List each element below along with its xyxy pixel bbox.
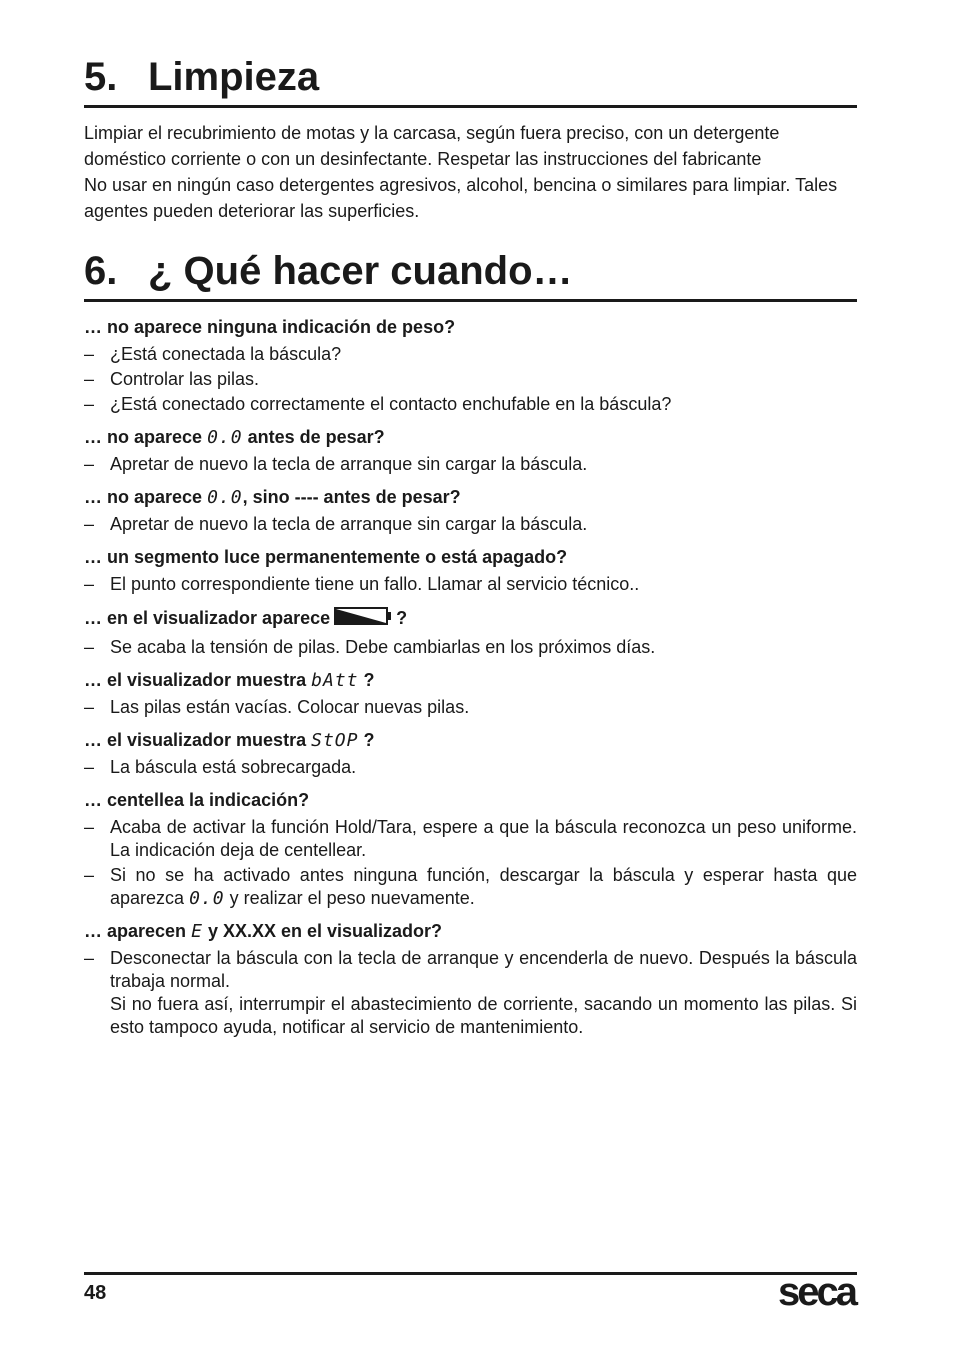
section-number: 6. xyxy=(84,249,118,293)
question xyxy=(84,920,857,943)
low-battery-icon xyxy=(334,606,392,632)
dash-bullet: – xyxy=(84,757,95,777)
answer-text: Controlar las pilas. xyxy=(110,369,260,389)
answer-text-part: y realizar el peso nuevamente. xyxy=(229,888,475,908)
answer-text: La báscula está sobrecargada. xyxy=(110,757,357,777)
answer-text: El punto correspondiente tiene un fallo. Llamar al servicio técnico.. xyxy=(110,574,640,594)
answer-item xyxy=(84,513,857,536)
dash-bullet: – xyxy=(84,865,95,885)
dash-bullet: – xyxy=(84,574,95,594)
question-text: … no aparece xyxy=(84,427,203,447)
answer-text-part: Si no fuera así, interrumpir el abastecimiento de corriente, sacando un momento las pilas. Si esto tampoco ayuda, notificar al servicio de mantenimiento. xyxy=(110,994,857,1037)
cleaning-paragraph: No usar en ningún caso detergentes agresivos, alcohol, bencina o similares para limpiar. Tales agentes pueden deteriorar las superficies. xyxy=(84,175,838,221)
answer-item xyxy=(84,696,857,719)
question: … un segmento luce permanentemente o está apagado? xyxy=(84,547,568,567)
brand-logo: seca xyxy=(778,1270,855,1314)
section-title: Limpieza xyxy=(148,55,320,99)
question xyxy=(84,606,857,632)
answer-text-part: Desconectar la báscula con la tecla de arranque y encenderla de nuevo. Después la báscula trabaja normal. xyxy=(110,948,857,991)
dash-bullet: – xyxy=(84,369,95,389)
answer-item xyxy=(84,947,857,1039)
dash-bullet: – xyxy=(84,394,95,414)
display-readout: 0.0 xyxy=(207,427,243,448)
section-5-body xyxy=(84,120,857,224)
answer-text: ¿Está conectada la báscula? xyxy=(110,344,342,364)
answer-item xyxy=(84,636,857,659)
answer-text: Las pilas están vacías. Colocar nuevas pilas. xyxy=(110,697,470,717)
question-text: ? xyxy=(363,670,375,690)
page-number: 48 xyxy=(84,1282,107,1304)
question: … no aparece ninguna indicación de peso? xyxy=(84,317,456,337)
question-text: … el visualizador muestra xyxy=(84,670,307,690)
answer-text: Se acaba la tensión de pilas. Debe cambiarlas en los próximos días. xyxy=(110,637,656,657)
answer-item xyxy=(84,343,857,366)
footer-rule xyxy=(84,1272,857,1275)
question xyxy=(84,669,857,692)
cleaning-paragraph: Limpiar el recubrimiento de motas y la carcasa, según fuera preciso, con un detergente doméstico corriente o con un desinfectante. Respetar las instrucciones del fabricante xyxy=(84,123,780,169)
dash-bullet: – xyxy=(84,344,95,364)
dash-bullet: – xyxy=(84,697,95,717)
section-title: ¿ Qué hacer cuando… xyxy=(148,249,573,293)
answer-item xyxy=(84,453,857,476)
question-text: … aparecen xyxy=(84,921,187,941)
section-6-heading xyxy=(84,249,857,302)
question xyxy=(84,426,857,449)
dash-bullet: – xyxy=(84,948,95,968)
dash-bullet: – xyxy=(84,454,95,474)
question-text: y XX.XX en el visualizador? xyxy=(207,921,443,941)
display-readout: StOP xyxy=(311,730,359,751)
question-text: … el visualizador muestra xyxy=(84,730,307,750)
question xyxy=(84,729,857,752)
answer-text: Acaba de activar la función Hold/Tara, espere a que la báscula reconozca un peso uniforme. La indicación deja de centellear. xyxy=(110,817,857,860)
question-text: ? xyxy=(363,730,375,750)
display-readout: 0.0 xyxy=(207,487,243,508)
question-text: … en el visualizador aparece xyxy=(84,607,331,628)
display-readout: 0.0 xyxy=(189,888,225,909)
answer-item xyxy=(84,816,857,862)
answer-text-part: Si no se ha activado antes ninguna función, descargar la báscula y esperar hasta que aparezca xyxy=(110,865,857,908)
section-number: 5. xyxy=(84,55,118,99)
answer-text: ¿Está conectado correctamente el contacto enchufable en la báscula? xyxy=(110,394,672,414)
troubleshooting-list xyxy=(84,316,857,1041)
answer-item xyxy=(84,393,857,416)
dash-bullet: – xyxy=(84,817,95,837)
display-readout: bAtt xyxy=(311,670,359,691)
question: … centellea la indicación? xyxy=(84,790,310,810)
question-text: ? xyxy=(396,607,408,628)
question-text: … no aparece xyxy=(84,487,203,507)
answer-text: Apretar de nuevo la tecla de arranque sin cargar la báscula. xyxy=(110,514,588,534)
answer-item xyxy=(84,756,857,779)
answer-item xyxy=(84,573,857,596)
display-readout: E xyxy=(191,921,203,942)
answer-text: Apretar de nuevo la tecla de arranque sin cargar la báscula. xyxy=(110,454,588,474)
answer-item xyxy=(84,368,857,391)
section-5-heading xyxy=(84,55,857,108)
dash-bullet: – xyxy=(84,514,95,534)
answer-item xyxy=(84,864,857,910)
answer-text xyxy=(110,864,857,910)
answer-text xyxy=(110,947,857,1039)
dash-bullet: – xyxy=(84,637,95,657)
question xyxy=(84,486,857,509)
question-text: antes de pesar? xyxy=(247,427,385,447)
question-text: , sino ---- antes de pesar? xyxy=(242,487,461,507)
